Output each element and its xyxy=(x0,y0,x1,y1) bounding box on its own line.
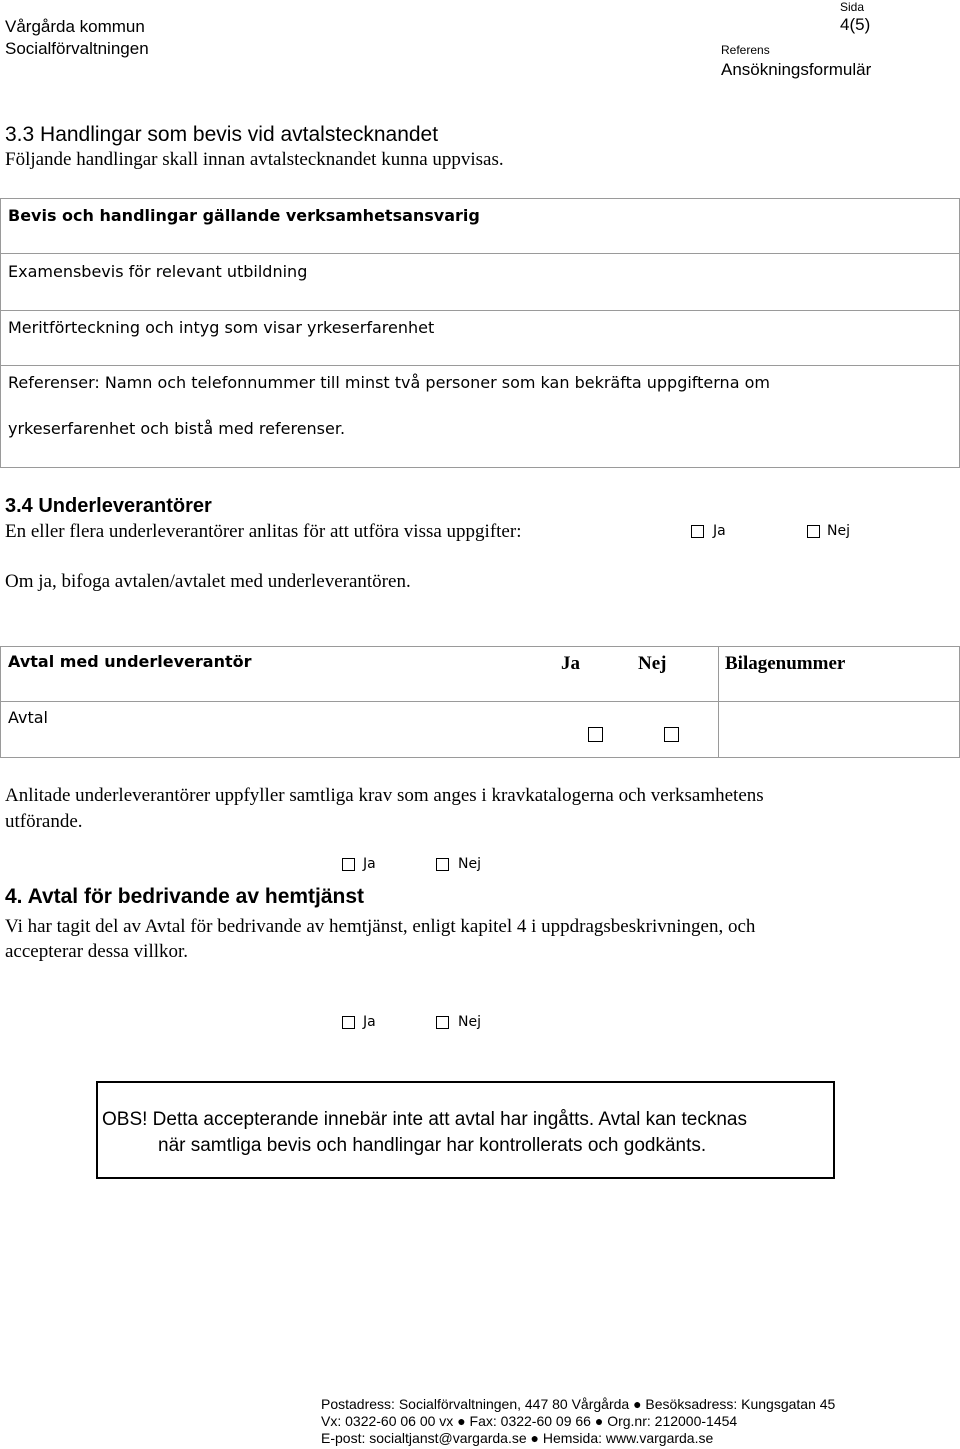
divider xyxy=(0,365,960,366)
obs-notice-line: när samtliga bevis och handlingar har kontrollerats och godkänts. xyxy=(158,1135,707,1156)
divider xyxy=(0,310,960,311)
table-row-label: Avtal xyxy=(8,708,48,727)
reference-label: Referens xyxy=(721,43,770,57)
table-header-no: Nej xyxy=(638,653,667,674)
subcontractor-question: En eller flera underleverantörer anlitas för att utföra vissa uppgifter: xyxy=(5,521,522,542)
evidence-row: Meritförteckning och intyg som visar yrkeserfarenhet xyxy=(8,318,435,337)
footer-address: Postadress: Socialförvaltningen, 447 80 Vårgårda ● Besöksadress: Kungsgatan 45 xyxy=(321,1396,836,1412)
evidence-row-continued: yrkeserfarenhet och bistå med referenser. xyxy=(8,419,346,438)
page-label: Sida xyxy=(840,0,865,14)
org-name: Vårgårda kommun xyxy=(5,17,145,36)
subcontractor-no-checkbox[interactable] xyxy=(807,525,820,538)
evidence-row: Referenser: Namn och telefonnummer till minst två personer som kan bekräfta uppgifterna om xyxy=(8,373,770,392)
footer-phone: Vx: 0322-60 06 00 vx ● Fax: 0322-60 09 66 ● Org.nr: 212000-1454 xyxy=(321,1413,738,1429)
accept-yes-checkbox[interactable] xyxy=(342,1016,355,1029)
table-header-yes: Ja xyxy=(561,653,580,674)
checkbox-label: Ja xyxy=(713,523,726,539)
divider xyxy=(0,253,960,254)
requirements-yes-checkbox[interactable] xyxy=(342,858,355,871)
reference-value: Ansökningsformulär xyxy=(721,60,872,79)
section-4-text-continued: accepterar dessa villkor. xyxy=(5,941,189,962)
divider xyxy=(718,646,719,758)
footer-contact: E-post: socialtjanst@vargarda.se ● Hemsida: www.vargarda.se xyxy=(321,1430,714,1446)
table-header-attachment: Bilagenummer xyxy=(725,653,846,674)
section-4-heading: 4. Avtal för bedrivande av hemtjänst xyxy=(5,885,365,908)
checkbox-label: Nej xyxy=(827,523,850,539)
evidence-row: Examensbevis för relevant utbildning xyxy=(8,262,308,281)
subcontractor-yes-checkbox[interactable] xyxy=(691,525,704,538)
obs-notice-line: OBS! Detta accepterande innebär inte att avtal har ingåtts. Avtal kan tecknas xyxy=(102,1109,747,1130)
subcontractor-note: Om ja, bifoga avtalen/avtalet med underleverantören. xyxy=(5,571,411,592)
section-3-4-heading: 3.4 Underleverantörer xyxy=(5,495,212,517)
section-3-3-heading: 3.3 Handlingar som bevis vid avtalstecknandet xyxy=(5,123,439,146)
divider xyxy=(0,701,960,702)
checkbox-label: Nej xyxy=(458,856,481,872)
accept-no-checkbox[interactable] xyxy=(436,1016,449,1029)
section-4-text: Vi har tagit del av Avtal för bedrivande av hemtjänst, enligt kapitel 4 i uppdragsbeskrivningen, och xyxy=(5,916,756,937)
table-header-agreement: Avtal med underleverantör xyxy=(8,652,252,671)
page-number: 4(5) xyxy=(840,15,871,34)
agreement-yes-checkbox[interactable] xyxy=(588,727,603,742)
evidence-table-title: Bevis och handlingar gällande verksamhetsansvarig xyxy=(8,206,480,225)
requirements-statement-continued: utförande. xyxy=(5,811,83,832)
checkbox-label: Nej xyxy=(458,1014,481,1030)
requirements-no-checkbox[interactable] xyxy=(436,858,449,871)
checkbox-label: Ja xyxy=(363,856,376,872)
agreement-no-checkbox[interactable] xyxy=(664,727,679,742)
department-name: Socialförvaltningen xyxy=(5,39,149,58)
section-3-3-intro: Följande handlingar skall innan avtalstecknandet kunna uppvisas. xyxy=(5,149,504,170)
requirements-statement: Anlitade underleverantörer uppfyller samtliga krav som anges i kravkatalogerna och verksamhetens xyxy=(5,785,764,806)
checkbox-label: Ja xyxy=(363,1014,376,1030)
